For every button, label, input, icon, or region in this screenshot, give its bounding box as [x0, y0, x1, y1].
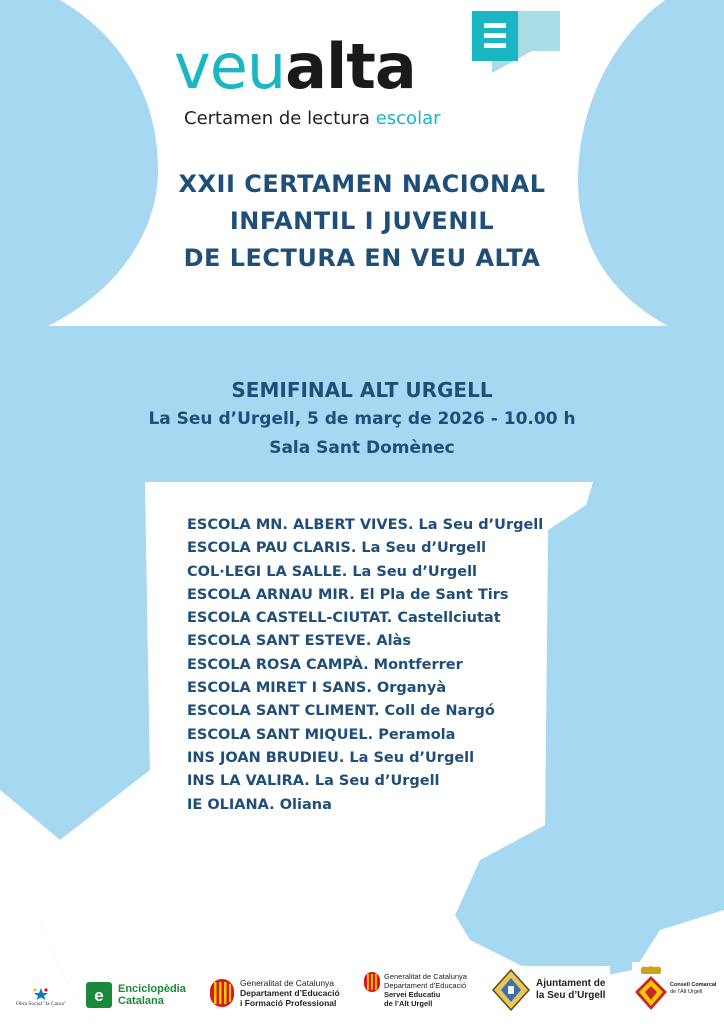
- gencat-se-line-4: de l’Alt Urgell: [384, 999, 433, 1008]
- enciclopedia-logo-icon: [86, 982, 112, 1008]
- logo-tagline-accent: escolar: [375, 108, 441, 129]
- logo-word-alta: alta: [285, 30, 416, 103]
- sponsor-consell: [632, 962, 718, 1016]
- list-item: IE OLIANA. Oliana: [187, 796, 332, 813]
- list-item: ESCOLA MN. ALBERT VIVES. La Seu d’Urgell: [187, 517, 544, 533]
- logo-tagline: [184, 108, 441, 129]
- logo-wordmark: [174, 30, 416, 103]
- svg-text:e: e: [94, 986, 104, 1005]
- event-title: [0, 166, 724, 277]
- gencat-fp-line-1: Generalitat de Catalunya: [240, 978, 335, 988]
- enciclopedia-line-2: Catalana: [118, 995, 164, 1007]
- list-item: ESCOLA PAU CLARIS. La Seu d’Urgell: [187, 540, 487, 557]
- gencat-se-line-3: Servei Educatiu: [384, 990, 441, 999]
- logo-badge-icon: [472, 11, 564, 73]
- list-item: ESCOLA CASTELL-CIUTAT. Castellciutat: [187, 610, 501, 627]
- logo-word-veu: veu: [174, 30, 286, 103]
- gencat-se-line-2: Departament d’Educació: [384, 981, 467, 990]
- consell-line-1: Consell Comarcal: [670, 982, 717, 988]
- logo-tagline-main: Certamen de lectura: [184, 108, 370, 129]
- list-item: ESCOLA SANT CLIMENT. Coll de Nargó: [187, 703, 495, 720]
- gencat-se-line-1: Generalitat de Catalunya: [384, 972, 467, 981]
- ajuntament-shield-icon: [492, 969, 530, 1011]
- semifinal-venue: Sala Sant Domènec: [269, 438, 455, 458]
- lacaixa-label: Obra Social "la Caixa": [15, 1001, 67, 1007]
- lacaixa-star-icon: [32, 987, 50, 1001]
- title-line-3: DE LECTURA EN VEU ALTA: [183, 244, 541, 272]
- enciclopedia-line-1: Enciclopèdia: [118, 983, 186, 995]
- schools-list: [187, 514, 543, 817]
- sponsor-gencat-fp: [206, 972, 353, 1014]
- sponsor-lacaixa: [12, 982, 70, 1012]
- gencat-flag-icon: [210, 979, 234, 1007]
- sponsor-gencat-se: [360, 968, 478, 1016]
- sponsor-enciclopedia: [82, 978, 193, 1012]
- gencat-flag-icon: [364, 972, 380, 992]
- consell-crest-icon: [634, 966, 668, 1012]
- semifinal-date: La Seu d’Urgell, 5 de març de 2026 - 10.00 h: [148, 409, 576, 429]
- semifinal-title: SEMIFINAL ALT URGELL: [231, 378, 493, 402]
- list-item: ESCOLA ARNAU MIR. El Pla de Sant Tirs: [187, 586, 509, 603]
- title-line-1: XXII CERTAMEN NACIONAL: [178, 170, 546, 198]
- gencat-fp-line-2: Departament d’Educació: [240, 988, 340, 998]
- list-item: ESCOLA SANT MIQUEL. Peramola: [187, 726, 456, 743]
- list-item: COL·LEGI LA SALLE. La Seu d’Urgell: [187, 563, 478, 580]
- list-item: ESCOLA SANT ESTEVE. Alàs: [187, 633, 411, 650]
- ajuntament-line-2: la Seu d’Urgell: [536, 990, 606, 1001]
- list-item: ESCOLA ROSA CAMPÀ. Montferrer: [187, 656, 463, 673]
- sponsor-ajuntament: [488, 966, 610, 1014]
- consell-line-2: de l’Alt Urgell: [670, 989, 703, 995]
- gencat-fp-line-3: i Formació Professional: [240, 998, 337, 1008]
- ajuntament-line-1: Ajuntament de: [536, 978, 606, 989]
- list-item: INS JOAN BRUDIEU. La Seu d’Urgell: [187, 749, 475, 766]
- title-line-2: INFANTIL I JUVENIL: [229, 207, 495, 235]
- list-item: ESCOLA MIRET I SANS. Organyà: [187, 680, 447, 697]
- list-item: INS LA VALIRA. La Seu d’Urgell: [187, 773, 440, 790]
